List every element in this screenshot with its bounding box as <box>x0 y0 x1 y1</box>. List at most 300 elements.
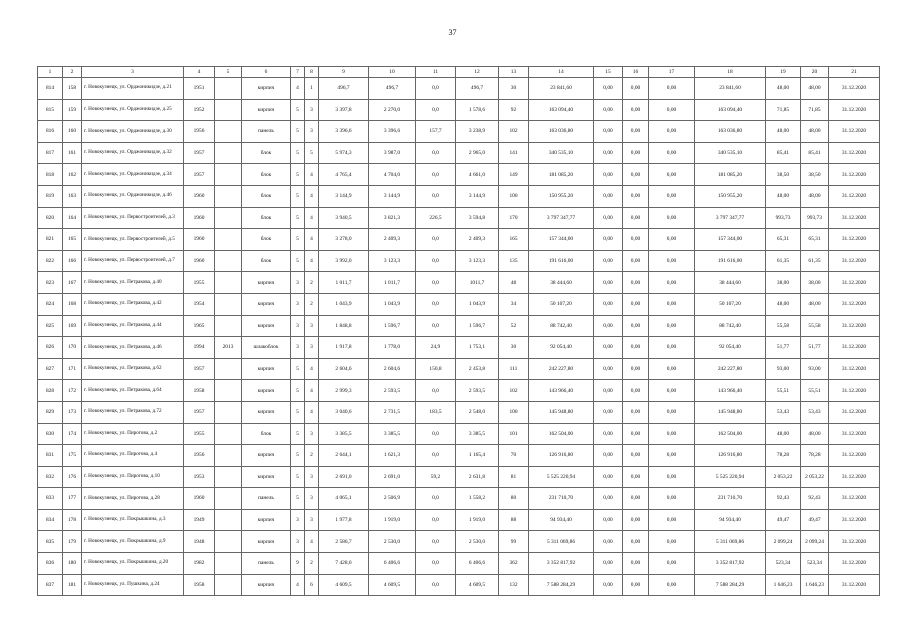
table-cell: 827 <box>38 358 63 380</box>
table-cell: 0,00 <box>623 401 649 423</box>
table-cell: 4 765,4 <box>319 164 369 186</box>
table-cell: 1 596,7 <box>456 315 499 337</box>
table-row <box>38 142 880 164</box>
table-cell: 191 616,00 <box>695 250 766 272</box>
table-cell: 3 <box>305 315 319 337</box>
table-cell <box>215 185 242 207</box>
table-cell: 4 609,5 <box>369 574 416 596</box>
table-cell: 0,0 <box>416 272 456 294</box>
table-cell <box>215 121 242 143</box>
table-cell: 167 <box>63 272 82 294</box>
table-cell <box>215 78 242 100</box>
table-cell: 4 065,1 <box>319 488 369 510</box>
table-cell: 0,00 <box>594 315 623 337</box>
table-cell: 175 <box>63 445 82 467</box>
table-cell: 50 107,20 <box>695 293 766 315</box>
table-cell: 7 588 284,29 <box>695 574 766 596</box>
table-cell <box>215 423 242 445</box>
table-cell: 149 <box>499 164 529 186</box>
table-cell: 5 <box>291 185 305 207</box>
table-cell: 38,50 <box>766 164 801 186</box>
table-cell: 157 344,00 <box>529 229 594 251</box>
table-cell: 31.12.2020 <box>829 358 880 380</box>
table-cell: 0,0 <box>416 185 456 207</box>
table-cell <box>215 553 242 575</box>
table-cell: 0,00 <box>594 401 623 423</box>
table-cell: 71,85 <box>801 99 829 121</box>
table-cell: 92 <box>499 99 529 121</box>
table-cell: 1 165,4 <box>456 445 499 467</box>
table-cell: 157 344,00 <box>695 229 766 251</box>
table-cell: 163 094,40 <box>695 99 766 121</box>
table-cell <box>215 229 242 251</box>
table-cell: 5 <box>291 142 305 164</box>
table-cell: 180 <box>63 553 82 575</box>
table-cell: 826 <box>38 337 63 359</box>
table-cell: 31.12.2020 <box>829 164 880 186</box>
table-cell: 0,00 <box>649 293 695 315</box>
table-row <box>38 401 880 423</box>
table-row <box>38 207 880 229</box>
table-cell: 837 <box>38 574 63 596</box>
table-cell: 0,00 <box>594 99 623 121</box>
column-number-row <box>38 67 880 78</box>
table-cell: 51,77 <box>801 337 829 359</box>
table-cell: 2 593,5 <box>456 380 499 402</box>
table-cell: 2 <box>305 293 319 315</box>
table-cell: 23 841,60 <box>529 78 594 100</box>
table-cell <box>215 445 242 467</box>
table-cell: 4 <box>305 531 319 553</box>
table-cell: 31.12.2020 <box>829 315 880 337</box>
table-cell: 99 <box>499 531 529 553</box>
table-row <box>38 99 880 121</box>
table-cell: 143 966,40 <box>529 380 594 402</box>
table-cell: 31.12.2020 <box>829 553 880 575</box>
table-cell: 59,2 <box>416 466 456 488</box>
table-cell: 821 <box>38 229 63 251</box>
table-cell: 5 311 069,86 <box>695 531 766 553</box>
table-cell: 3 <box>291 337 305 359</box>
table-cell: 88 742,40 <box>695 315 766 337</box>
table-cell: 145 948,80 <box>529 401 594 423</box>
table-cell: 150 955,20 <box>695 185 766 207</box>
housing-register-table <box>37 66 880 596</box>
table-cell: 5 <box>291 99 305 121</box>
table-cell: 496,7 <box>319 78 369 100</box>
table-cell: панель <box>242 553 291 575</box>
table-cell: 0,00 <box>594 509 623 531</box>
table-cell: 70 <box>499 445 529 467</box>
table-cell: 4 <box>291 78 305 100</box>
table-cell: 176 <box>63 466 82 488</box>
table-cell: 3 987,0 <box>369 142 416 164</box>
table-cell: 0,00 <box>649 380 695 402</box>
table-cell: 231 710,70 <box>695 488 766 510</box>
table-cell: 2 965,0 <box>456 142 499 164</box>
table-cell: 4 609,5 <box>456 574 499 596</box>
table-cell: 85,41 <box>766 142 801 164</box>
table-cell: 836 <box>38 553 63 575</box>
table-cell: 0,0 <box>416 164 456 186</box>
table-cell: 1982 <box>184 553 215 575</box>
table-cell: 0,00 <box>594 121 623 143</box>
table-cell: 1011,7 <box>456 272 499 294</box>
table-row <box>38 423 880 445</box>
table-cell: 362 <box>499 553 529 575</box>
table-cell: 3 992,0 <box>319 250 369 272</box>
table-cell: 242 227,80 <box>695 358 766 380</box>
table-cell: шлакоблок <box>242 337 291 359</box>
table-cell: 0,0 <box>416 553 456 575</box>
table-cell: 5 311 069,86 <box>529 531 594 553</box>
table-cell: 0,00 <box>649 315 695 337</box>
table-cell: 48,00 <box>766 185 801 207</box>
table-cell: 163 036,80 <box>695 121 766 143</box>
table-cell: 0,00 <box>594 488 623 510</box>
table-cell: 93,00 <box>766 358 801 380</box>
table-cell: 993,73 <box>766 207 801 229</box>
table-cell: 0,00 <box>649 553 695 575</box>
table-cell: 2 631,8 <box>456 466 499 488</box>
table-cell: 164 <box>63 207 82 229</box>
table-cell: 2 409,3 <box>456 229 499 251</box>
table-cell: 2 506,9 <box>369 488 416 510</box>
address-cell: г. Новокузнецк, ул. Петракова, д.64 <box>82 380 184 402</box>
table-cell: блок <box>242 207 291 229</box>
table-cell: 3 278,0 <box>319 229 369 251</box>
table-row <box>38 293 880 315</box>
table-cell: 2 099,24 <box>801 531 829 553</box>
table-cell: 6 <box>305 574 319 596</box>
table-cell: 0,00 <box>649 358 695 380</box>
table-cell: 1960 <box>184 250 215 272</box>
table-cell: 3 <box>305 423 319 445</box>
table-cell: 814 <box>38 78 63 100</box>
table-cell: 3 797 347,77 <box>529 207 594 229</box>
table-cell: 833 <box>38 488 63 510</box>
table-cell: 496,7 <box>456 78 499 100</box>
table-cell: 3 821,3 <box>369 207 416 229</box>
table-cell: 2 <box>305 445 319 467</box>
table-cell: 31.12.2020 <box>829 142 880 164</box>
table-cell: 0,00 <box>594 380 623 402</box>
table-cell: 2 593,5 <box>369 380 416 402</box>
table-cell: 1960 <box>184 488 215 510</box>
table-cell: 1952 <box>184 99 215 121</box>
table-cell: 165 <box>63 229 82 251</box>
table-cell: 1956 <box>184 445 215 467</box>
address-cell: г. Новокузнецк, ул. Покрышкина, д.9 <box>82 531 184 553</box>
table-row <box>38 574 880 596</box>
table-cell: 829 <box>38 401 63 423</box>
table-cell: 31.12.2020 <box>829 488 880 510</box>
table-cell: блок <box>242 142 291 164</box>
column-header: 5 <box>215 67 242 78</box>
table-cell: 92 054,40 <box>529 337 594 359</box>
table-cell: 3 <box>305 337 319 359</box>
table-cell: 3 144,9 <box>456 185 499 207</box>
table-cell: 1 558,2 <box>456 488 499 510</box>
table-row <box>38 229 880 251</box>
table-cell: блок <box>242 423 291 445</box>
table-cell: 170 <box>63 337 82 359</box>
table-cell: 5 974,3 <box>319 142 369 164</box>
table-cell: 5 <box>291 488 305 510</box>
table-cell: 34 <box>499 293 529 315</box>
table-cell <box>215 488 242 510</box>
table-cell: 141 <box>499 142 529 164</box>
table-row <box>38 337 880 359</box>
table-cell: 3 <box>305 488 319 510</box>
table-cell: 0,00 <box>594 445 623 467</box>
table-cell: 150,8 <box>416 358 456 380</box>
table-cell: 1994 <box>184 337 215 359</box>
table-cell: панель <box>242 121 291 143</box>
table-cell: 3 352 817,92 <box>529 553 594 575</box>
table-cell: 48,00 <box>801 121 829 143</box>
table-cell: 0,00 <box>594 272 623 294</box>
table-cell: 48 <box>499 272 529 294</box>
table-cell: 3 797 347,77 <box>695 207 766 229</box>
table-cell: 5 <box>291 164 305 186</box>
table-cell: 78,28 <box>766 445 801 467</box>
table-cell <box>215 358 242 380</box>
table-cell: 31.12.2020 <box>829 531 880 553</box>
table-cell: 3 397,8 <box>319 99 369 121</box>
table-cell: 0,0 <box>416 315 456 337</box>
table-cell: 0,00 <box>649 531 695 553</box>
table-cell: 9 <box>291 553 305 575</box>
table-cell: 0,00 <box>594 185 623 207</box>
table-cell: 0,00 <box>649 99 695 121</box>
table-cell: 48,00 <box>801 78 829 100</box>
table-cell: 0,00 <box>623 164 649 186</box>
table-row <box>38 272 880 294</box>
column-header: 14 <box>529 67 594 78</box>
table-cell: 0,00 <box>594 553 623 575</box>
table-cell: блок <box>242 185 291 207</box>
table-row <box>38 78 880 100</box>
table-cell: 825 <box>38 315 63 337</box>
table-cell: 31.12.2020 <box>829 121 880 143</box>
table-cell: 159 <box>63 99 82 121</box>
table-cell: 158 <box>63 78 82 100</box>
table-cell: 0,00 <box>623 207 649 229</box>
table-cell: 2 530,0 <box>456 531 499 553</box>
table-cell: 0,00 <box>594 574 623 596</box>
table-cell: 340 535,10 <box>695 142 766 164</box>
table-cell: 1953 <box>184 466 215 488</box>
table-cell: 4 <box>305 164 319 186</box>
table-cell: 4 661,0 <box>456 164 499 186</box>
table-cell: 50 107,20 <box>529 293 594 315</box>
table-cell: 3 238,9 <box>456 121 499 143</box>
column-header: 20 <box>801 67 829 78</box>
table-cell: 31.12.2020 <box>829 466 880 488</box>
address-cell: г. Новокузнецк, ул. Орджоникидзе, д.30 <box>82 121 184 143</box>
table-cell: 1957 <box>184 358 215 380</box>
table-cell: кирпич <box>242 509 291 531</box>
table-cell: 816 <box>38 121 63 143</box>
table-cell: 1 848,8 <box>319 315 369 337</box>
table-cell: 3 040,6 <box>319 401 369 423</box>
column-header: 6 <box>242 67 291 78</box>
table-cell <box>215 99 242 121</box>
table-cell: кирпич <box>242 531 291 553</box>
table-cell: 30 <box>499 78 529 100</box>
address-cell: г. Новокузнецк, ул. Петракова, д.72 <box>82 401 184 423</box>
table-cell: 3 396,6 <box>369 121 416 143</box>
table-cell: 340 535,10 <box>529 142 594 164</box>
table-cell: 1957 <box>184 142 215 164</box>
table-cell: 49,47 <box>766 509 801 531</box>
table-cell: 1958 <box>184 574 215 596</box>
table-cell: 143 966,40 <box>695 380 766 402</box>
table-cell: 4 <box>305 358 319 380</box>
table-cell: 3 385,5 <box>456 423 499 445</box>
table-cell: 1951 <box>184 78 215 100</box>
table-cell: 0,00 <box>649 164 695 186</box>
address-cell: г. Новокузнецк, ул. Пушкина, д.24 <box>82 574 184 596</box>
table-cell: 0,00 <box>623 380 649 402</box>
table-cell: 3 <box>305 121 319 143</box>
table-cell: 0,00 <box>594 250 623 272</box>
table-cell <box>215 401 242 423</box>
table-cell <box>215 293 242 315</box>
table-cell: 0,00 <box>649 121 695 143</box>
table-cell: 0,00 <box>594 293 623 315</box>
table-cell: 4 <box>305 401 319 423</box>
address-cell: г. Новокузнецк, ул. Первостроителей, д.7 <box>82 250 184 272</box>
table-cell: 31.12.2020 <box>829 99 880 121</box>
table-cell: 183,5 <box>416 401 456 423</box>
table-cell: 0,00 <box>623 293 649 315</box>
table-cell: 2 409,3 <box>369 229 416 251</box>
table-cell: 5 <box>291 380 305 402</box>
table-row <box>38 466 880 488</box>
column-header: 21 <box>829 67 880 78</box>
table-cell: 0,00 <box>623 229 649 251</box>
table-cell: 3 <box>291 315 305 337</box>
table-cell <box>215 250 242 272</box>
table-cell: 101 <box>499 423 529 445</box>
table-cell: 5 <box>305 142 319 164</box>
table-cell: 6 406,6 <box>369 553 416 575</box>
table-row <box>38 121 880 143</box>
table-row <box>38 445 880 467</box>
column-header: 9 <box>319 67 369 78</box>
table-cell: 0,00 <box>623 531 649 553</box>
table-cell: 2013 <box>215 337 242 359</box>
table-cell: 65,31 <box>801 229 829 251</box>
table-cell: 48,00 <box>766 121 801 143</box>
table-cell: 38,00 <box>801 272 829 294</box>
table-cell: 2 053,22 <box>801 466 829 488</box>
table-cell: 0,0 <box>416 574 456 596</box>
table-cell: 0,0 <box>416 99 456 121</box>
table-cell: 162 <box>63 164 82 186</box>
table-cell: 993,73 <box>801 207 829 229</box>
table-cell: 24,9 <box>416 337 456 359</box>
table-cell: 55,51 <box>766 380 801 402</box>
table-cell: 3 123,3 <box>369 250 416 272</box>
table-cell: 1948 <box>184 531 215 553</box>
table-cell: 165 <box>499 229 529 251</box>
column-header: 7 <box>291 67 305 78</box>
address-cell: г. Новокузнецк, ул. Орджоникидзе, д.34 <box>82 164 184 186</box>
table-cell: кирпич <box>242 401 291 423</box>
table-cell: 1 919,0 <box>369 509 416 531</box>
table-cell: 0,00 <box>623 466 649 488</box>
table-cell: 0,00 <box>623 337 649 359</box>
table-cell: 3 <box>291 272 305 294</box>
table-cell: 0,0 <box>416 509 456 531</box>
table-cell: 172 <box>63 380 82 402</box>
table-row <box>38 531 880 553</box>
table-cell: 0,00 <box>623 272 649 294</box>
table-cell: 168 <box>63 293 82 315</box>
address-cell: г. Новокузнецк, ул. Орджоникидзе, д.46 <box>82 185 184 207</box>
table-cell: 1957 <box>184 164 215 186</box>
table-cell: 2 731,5 <box>369 401 416 423</box>
table-cell: 92,43 <box>766 488 801 510</box>
table-cell: 1954 <box>184 293 215 315</box>
table-cell: 0,00 <box>623 488 649 510</box>
table-cell: 0,00 <box>623 574 649 596</box>
table-cell: 49,47 <box>801 509 829 531</box>
table-cell: 3 <box>305 466 319 488</box>
table-cell: 92,43 <box>801 488 829 510</box>
table-cell: 0,00 <box>649 509 695 531</box>
table-cell: 3 <box>291 293 305 315</box>
table-cell: блок <box>242 250 291 272</box>
table-cell: 828 <box>38 380 63 402</box>
table-cell: 822 <box>38 250 63 272</box>
table-cell: 2 999,3 <box>319 380 369 402</box>
table-cell: 126 916,80 <box>695 445 766 467</box>
table-cell: 2 530,0 <box>369 531 416 553</box>
table-cell: 31.12.2020 <box>829 401 880 423</box>
table-cell: 31.12.2020 <box>829 207 880 229</box>
table-cell: 55,58 <box>801 315 829 337</box>
table-cell: 0,00 <box>594 531 623 553</box>
table-cell: 0,00 <box>623 121 649 143</box>
table-cell: кирпич <box>242 272 291 294</box>
table-cell <box>215 315 242 337</box>
table-cell: 1956 <box>184 121 215 143</box>
table-cell: 0,00 <box>623 358 649 380</box>
table-cell: 111 <box>499 358 529 380</box>
table-cell: 3 <box>291 509 305 531</box>
column-header: 8 <box>305 67 319 78</box>
address-cell: г. Новокузнецк, ул. Петракова, д.42 <box>82 293 184 315</box>
table-cell: 2 586,7 <box>319 531 369 553</box>
table-cell: 81 <box>499 466 529 488</box>
table-cell: 78,28 <box>801 445 829 467</box>
table-cell: 0,0 <box>416 78 456 100</box>
table-cell: 4 <box>305 229 319 251</box>
table-cell: 0,00 <box>623 553 649 575</box>
table-cell: 5 <box>291 445 305 467</box>
table-cell: 0,00 <box>649 337 695 359</box>
table-cell: 31.12.2020 <box>829 423 880 445</box>
table-cell: 0,00 <box>594 78 623 100</box>
column-header: 16 <box>623 67 649 78</box>
table-cell: 231 710,70 <box>529 488 594 510</box>
column-header: 19 <box>766 67 801 78</box>
table-cell: 4 <box>305 207 319 229</box>
